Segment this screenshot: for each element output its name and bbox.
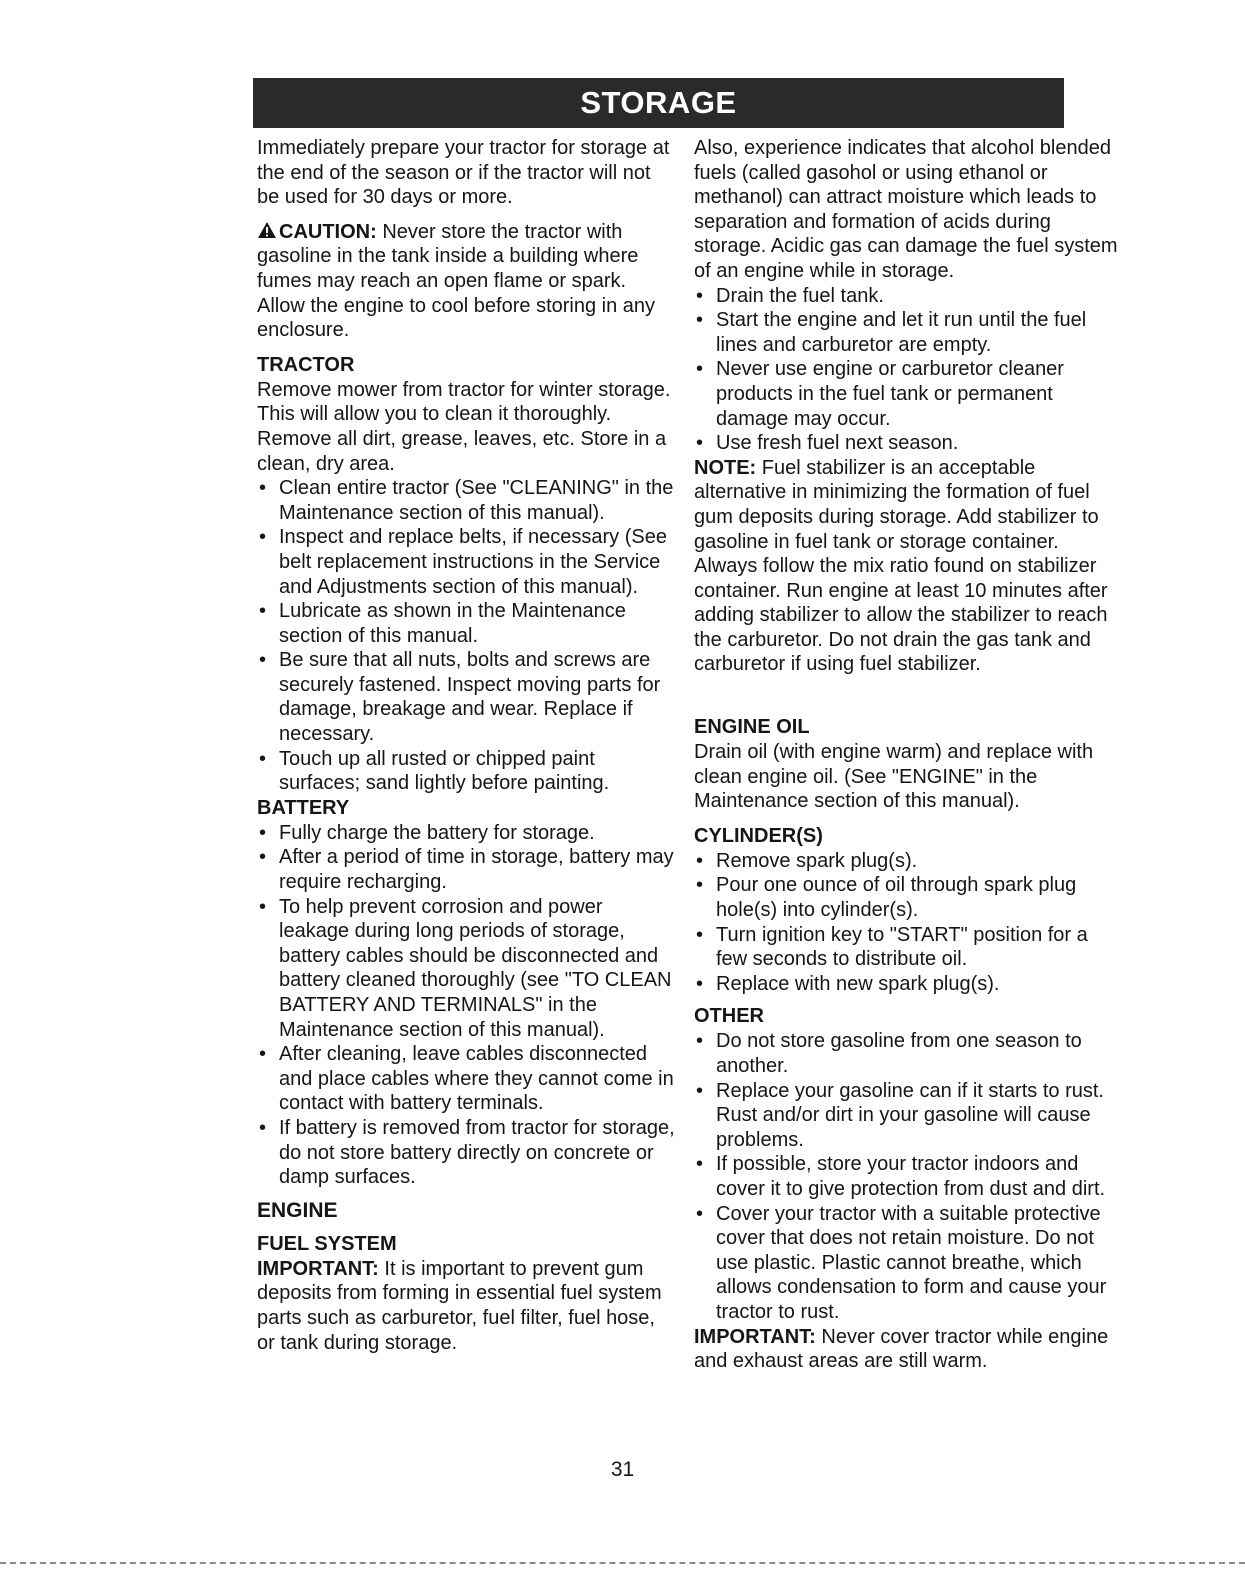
list-item: • Start the engine and let it run until the fuel lines and carburetor are empty.: [696, 309, 1087, 356]
bullet-icon: •: [696, 309, 704, 332]
alcohol-fuel-paragraph: Also, experience indicates that alcohol blended fuels (called gasohol or using ethanol or methanol) can attract moisture which leads to separation and formation of acids during storage. Acidic gas can damage the fuel system of an engine while in storage.: [694, 137, 1118, 282]
warning-triangle-icon: [257, 221, 277, 239]
important-text: It is important to prevent gum deposits from forming in essential fuel system parts such as carburetor, fuel filter, fuel hose, or tank during storage.: [257, 1257, 662, 1354]
fuel-system-heading: FUEL SYSTEM: [257, 1232, 397, 1255]
bullet-icon: •: [259, 649, 267, 672]
bullet-icon: •: [696, 1153, 704, 1176]
caution-text: Never store the tractor with gasoline in the tank inside a building where fumes may reach an open flame or spark. Allow the engine to cool before storing in any enclosure.: [257, 220, 656, 342]
cylinder-heading: CYLINDER(S): [694, 824, 823, 847]
tractor-bullet-list: [257, 476, 675, 796]
bullet-icon: •: [696, 1202, 704, 1225]
bullet-icon: •: [696, 874, 704, 897]
note-text: Fuel stabilizer is an acceptable alternative in minimizing the formation of fuel gum deposits during storage. Add stabilizer to gasoline in fuel tank or storage container. Always follow the mix ratio found on stabilizer container. Run engine at least 10 minutes after adding stabilizer to allow the stabilizer to reach the carburetor. Do not drain the gas tank and carburetor if using fuel stabilizer.: [694, 456, 1108, 676]
note-label: NOTE:: [694, 456, 757, 479]
engine-oil-paragraph: Drain oil (with engine warm) and replace with clean engine oil. (See "ENGINE" in the Maintenance section of this manual).: [694, 741, 1094, 813]
note-paragraph: [694, 456, 1124, 677]
list-item: • Turn ignition key to "START" position for a few seconds to distribute oil.: [696, 923, 1088, 971]
bullet-icon: •: [696, 849, 704, 872]
tractor-heading: TRACTOR: [257, 353, 355, 376]
list-item: • If possible, store your tractor indoors and cover it to give protection from dust and dirt.: [696, 1153, 1106, 1200]
bullet-icon: •: [259, 895, 267, 918]
important-paragraph: [257, 1257, 675, 1355]
bullet-icon: •: [696, 284, 704, 307]
list-item: • Cover your tractor with a suitable protective cover that does not retain moisture. Do not use plastic. Plastic cannot breathe, which allows condensation to form and cause your tractor to rust.: [696, 1202, 1107, 1323]
list-item: • Touch up all rusted or chipped paint surfaces; sand lightly before painting.: [259, 747, 610, 795]
battery-bullet-list: [257, 821, 675, 1190]
caution-paragraph: [257, 220, 675, 343]
list-item: • Inspect and replace belts, if necessary (See belt replacement instructions in the Service and Adjustments section of this manual).: [259, 526, 667, 598]
storage-title-banner: STORAGE: [253, 78, 1064, 128]
tractor-paragraph: Remove mower from tractor for winter storage. This will allow you to clean it thoroughly. Remove all dirt, grease, leaves, etc. Store in a clean, dry area.: [257, 378, 671, 475]
list-item: • Never use engine or carburetor cleaner products in the fuel tank or permanent damage may occur.: [696, 358, 1064, 430]
left-column: [257, 136, 675, 1355]
list-item: • If battery is removed from tractor for storage, do not store battery directly on concrete or damp surfaces.: [259, 1116, 675, 1189]
bullet-icon: •: [696, 972, 704, 995]
bullet-icon: •: [696, 1030, 704, 1053]
other-heading: OTHER: [694, 1005, 764, 1028]
bullet-icon: •: [259, 747, 267, 770]
bullet-icon: •: [696, 432, 704, 455]
battery-heading: BATTERY: [257, 796, 350, 819]
cylinder-bullet-list: [694, 849, 1124, 997]
list-item: • Do not store gasoline from one season to another.: [696, 1030, 1082, 1077]
engine-heading: ENGINE: [257, 1198, 338, 1222]
right-column: [694, 136, 1124, 1374]
list-item: • After a period of time in storage, battery may require recharging.: [259, 846, 674, 894]
list-item: • Clean entire tractor (See "CLEANING" in the Maintenance section of this manual).: [259, 477, 674, 524]
bullet-icon: •: [259, 846, 267, 869]
bullet-icon: •: [259, 600, 267, 623]
list-item: • Replace with new spark plug(s).: [696, 972, 1000, 995]
important-warm-paragraph: [694, 1325, 1124, 1374]
other-bullet-list: [694, 1029, 1124, 1324]
list-item: • Drain the fuel tank.: [696, 284, 884, 307]
list-item: • Replace your gasoline can if it starts to rust. Rust and/or dirt in your gasoline will cause problems.: [696, 1079, 1104, 1151]
bullet-icon: •: [696, 923, 704, 946]
list-item: • Lubricate as shown in the Maintenance section of this manual.: [259, 600, 626, 647]
bullet-icon: •: [696, 358, 704, 381]
list-item: • Be sure that all nuts, bolts and screws are securely fastened. Inspect moving parts for damage, breakage and wear. Replace if necessary.: [259, 649, 661, 746]
caution-label: CAUTION:: [279, 220, 377, 243]
engine-oil-heading: ENGINE OIL: [694, 716, 810, 739]
page-edge-divider: [0, 1562, 1245, 1564]
list-item: • To help prevent corrosion and power leakage during long periods of storage, battery cables should be disconnected and battery cleaned thoroughly (see "TO CLEAN BATTERY AND TERMINALS" in the Maintenance section of this manual).: [259, 895, 672, 1041]
bullet-icon: •: [259, 1043, 267, 1066]
bullet-icon: •: [259, 477, 267, 500]
list-item: • Pour one ounce of oil through spark plug hole(s) into cylinder(s).: [696, 874, 1077, 922]
fuel-bullet-list: [694, 284, 1124, 456]
intro-paragraph: Immediately prepare your tractor for storage at the end of the season or if the tractor will not be used for 30 days or more.: [257, 137, 670, 209]
page-number: 31: [610, 1458, 635, 1481]
important-label: IMPORTANT:: [694, 1325, 816, 1348]
important-text: Never cover tractor while engine and exhaust areas are still warm.: [694, 1325, 1109, 1373]
bullet-icon: •: [259, 526, 267, 549]
list-item: • After cleaning, leave cables disconnected and place cables where they cannot come in contact with battery terminals.: [259, 1043, 674, 1115]
bullet-icon: •: [259, 821, 267, 844]
bullet-icon: •: [259, 1116, 267, 1139]
important-label: IMPORTANT:: [257, 1257, 379, 1280]
bullet-icon: •: [696, 1079, 704, 1102]
list-item: • Remove spark plug(s).: [696, 849, 918, 872]
list-item: • Use fresh fuel next season.: [696, 432, 959, 455]
list-item: • Fully charge the battery for storage.: [259, 821, 595, 844]
